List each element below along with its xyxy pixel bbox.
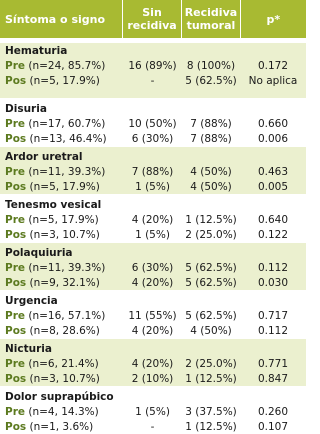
symptom-group [0, 338, 306, 386]
no-recurrence-value: 4 (20%) [123, 213, 182, 228]
sample-size: (n=6, 21.4%) [28, 358, 98, 370]
p-value: 0.107 [240, 420, 306, 434]
table-row [0, 117, 306, 132]
header-no-recurrence-line1: Sin [142, 6, 162, 19]
header-no-recurrence-line2: recidiva [127, 19, 176, 32]
p-value: 0.260 [240, 405, 306, 420]
p-value: 0.660 [240, 117, 306, 132]
p-value: 0.640 [240, 213, 306, 228]
sample-size: (n=16, 57.1%) [28, 310, 105, 322]
row-label-cell [0, 357, 123, 372]
sample-size: (n=13, 46.4%) [30, 133, 107, 145]
table-row [0, 180, 306, 195]
table-row [0, 132, 306, 147]
symptom-title: Urgencia [0, 293, 306, 309]
table-body [0, 43, 306, 434]
row-label-cell [0, 165, 123, 180]
period-label: Pre [5, 118, 25, 130]
p-value: 0.005 [240, 180, 306, 195]
recurrence-value: 5 (62.5%) [182, 276, 240, 291]
table-row [0, 228, 306, 243]
row-label-cell [0, 59, 123, 74]
recurrence-value: 5 (62.5%) [182, 309, 240, 324]
symptom-group [0, 43, 306, 98]
row-label-cell [0, 132, 123, 147]
no-recurrence-value: 1 (5%) [123, 228, 182, 243]
recurrence-value: 3 (37.5%) [182, 405, 240, 420]
p-value: 0.112 [240, 261, 306, 276]
no-recurrence-value: 6 (30%) [123, 261, 182, 276]
recurrence-value: 4 (50%) [182, 324, 240, 339]
sample-size: (n=9, 32.1%) [30, 277, 100, 289]
table-row [0, 276, 306, 291]
p-value: 0.122 [240, 228, 306, 243]
symptom-title: Ardor uretral [0, 149, 306, 165]
no-recurrence-value: 1 (5%) [123, 180, 182, 195]
no-recurrence-value: 7 (88%) [123, 165, 182, 180]
no-recurrence-value: 10 (50%) [123, 117, 182, 132]
no-recurrence-value: 6 (30%) [123, 132, 182, 147]
period-label: Pre [5, 310, 25, 322]
p-value: 0.006 [240, 132, 306, 147]
table-row [0, 357, 306, 372]
table-row [0, 74, 306, 89]
recurrence-value: 7 (88%) [182, 132, 240, 147]
no-recurrence-value: 2 (10%) [123, 372, 182, 387]
symptom-group [0, 386, 306, 434]
recurrence-value: 1 (12.5%) [182, 372, 240, 387]
sample-size: (n=5, 17.9%) [30, 75, 100, 87]
sample-size: (n=1, 3.6%) [30, 421, 94, 433]
symptom-title: Hematuria [0, 43, 306, 59]
symptom-title: Polaquiuria [0, 245, 306, 261]
row-label-cell [0, 180, 123, 195]
recurrence-value: 8 (100%) [182, 59, 240, 74]
sample-size: (n=11, 39.3%) [28, 262, 105, 274]
symptom-group [0, 146, 306, 194]
sample-size: (n=17, 60.7%) [28, 118, 105, 130]
sample-size: (n=24, 85.7%) [28, 60, 105, 72]
row-label-cell [0, 228, 123, 243]
p-value: 0.172 [240, 59, 306, 74]
no-recurrence-value: 4 (20%) [123, 324, 182, 339]
table-row [0, 309, 306, 324]
row-label-cell [0, 276, 123, 291]
p-value: 0.847 [240, 372, 306, 387]
period-label: Pre [5, 214, 25, 226]
table-row [0, 324, 306, 339]
no-recurrence-value: - [123, 74, 182, 89]
table-row [0, 372, 306, 387]
recurrence-value: 4 (50%) [182, 165, 240, 180]
p-value: 0.030 [240, 276, 306, 291]
row-label-cell [0, 324, 123, 339]
row-label-cell [0, 372, 123, 387]
period-label: Pos [5, 325, 26, 337]
table-row [0, 420, 306, 434]
p-value: No aplica [240, 74, 306, 89]
no-recurrence-value: 4 (20%) [123, 357, 182, 372]
table-row [0, 165, 306, 180]
symptom-group [0, 290, 306, 338]
period-label: Pre [5, 406, 25, 418]
period-label: Pos [5, 181, 26, 193]
recurrence-value: 7 (88%) [182, 117, 240, 132]
p-value: 0.463 [240, 165, 306, 180]
recurrence-value: 4 (50%) [182, 180, 240, 195]
row-label-cell [0, 309, 123, 324]
row-label-cell [0, 117, 123, 132]
period-label: Pos [5, 373, 26, 385]
sample-size: (n=4, 14.3%) [28, 406, 98, 418]
p-value: 0.717 [240, 309, 306, 324]
period-label: Pos [5, 133, 26, 145]
p-value: 0.771 [240, 357, 306, 372]
row-label-cell [0, 213, 123, 228]
sample-size: (n=11, 39.3%) [28, 166, 105, 178]
no-recurrence-value: - [123, 420, 182, 434]
header-recurrence-line1: Recidiva [185, 6, 237, 19]
period-label: Pre [5, 262, 25, 274]
no-recurrence-value: 4 (20%) [123, 276, 182, 291]
symptom-group [0, 194, 306, 242]
no-recurrence-value: 16 (89%) [123, 59, 182, 74]
period-label: Pre [5, 358, 25, 370]
no-recurrence-value: 11 (55%) [123, 309, 182, 324]
header-recurrence-line2: tumoral [187, 19, 236, 32]
row-label-cell [0, 420, 123, 434]
table-row [0, 59, 306, 74]
recurrence-value: 1 (12.5%) [182, 420, 240, 434]
table-row [0, 213, 306, 228]
sample-size: (n=5, 17.9%) [30, 181, 100, 193]
period-label: Pre [5, 166, 25, 178]
period-label: Pre [5, 60, 25, 72]
header-no-recurrence [122, 0, 181, 38]
recurrence-value: 1 (12.5%) [182, 213, 240, 228]
symptom-title: Tenesmo vesical [0, 197, 306, 213]
symptom-title: Disuria [0, 101, 306, 117]
row-label-cell [0, 261, 123, 276]
period-label: Pos [5, 229, 26, 241]
sample-size: (n=5, 17.9%) [28, 214, 98, 226]
symptom-title: Dolor suprapúbico [0, 389, 306, 405]
symptom-title: Nicturia [0, 341, 306, 357]
p-value: 0.112 [240, 324, 306, 339]
no-recurrence-value: 1 (5%) [123, 405, 182, 420]
period-label: Pos [5, 75, 26, 87]
row-label-cell [0, 405, 123, 420]
header-symptom: Síntoma o signo [0, 0, 122, 38]
recurrence-value: 2 (25.0%) [182, 357, 240, 372]
recurrence-value: 2 (25.0%) [182, 228, 240, 243]
recurrence-value: 5 (62.5%) [182, 74, 240, 89]
symptom-group [0, 242, 306, 290]
table-row [0, 405, 306, 420]
period-label: Pos [5, 421, 26, 433]
sample-size: (n=3, 10.7%) [30, 373, 100, 385]
sample-size: (n=3, 10.7%) [30, 229, 100, 241]
recurrence-value: 5 (62.5%) [182, 261, 240, 276]
symptom-group [0, 98, 306, 146]
table-row [0, 261, 306, 276]
sample-size: (n=8, 28.6%) [30, 325, 100, 337]
period-label: Pos [5, 277, 26, 289]
header-p-value: p* [240, 0, 306, 38]
header-recurrence [181, 0, 239, 38]
row-label-cell [0, 74, 123, 89]
table-header [0, 0, 306, 38]
